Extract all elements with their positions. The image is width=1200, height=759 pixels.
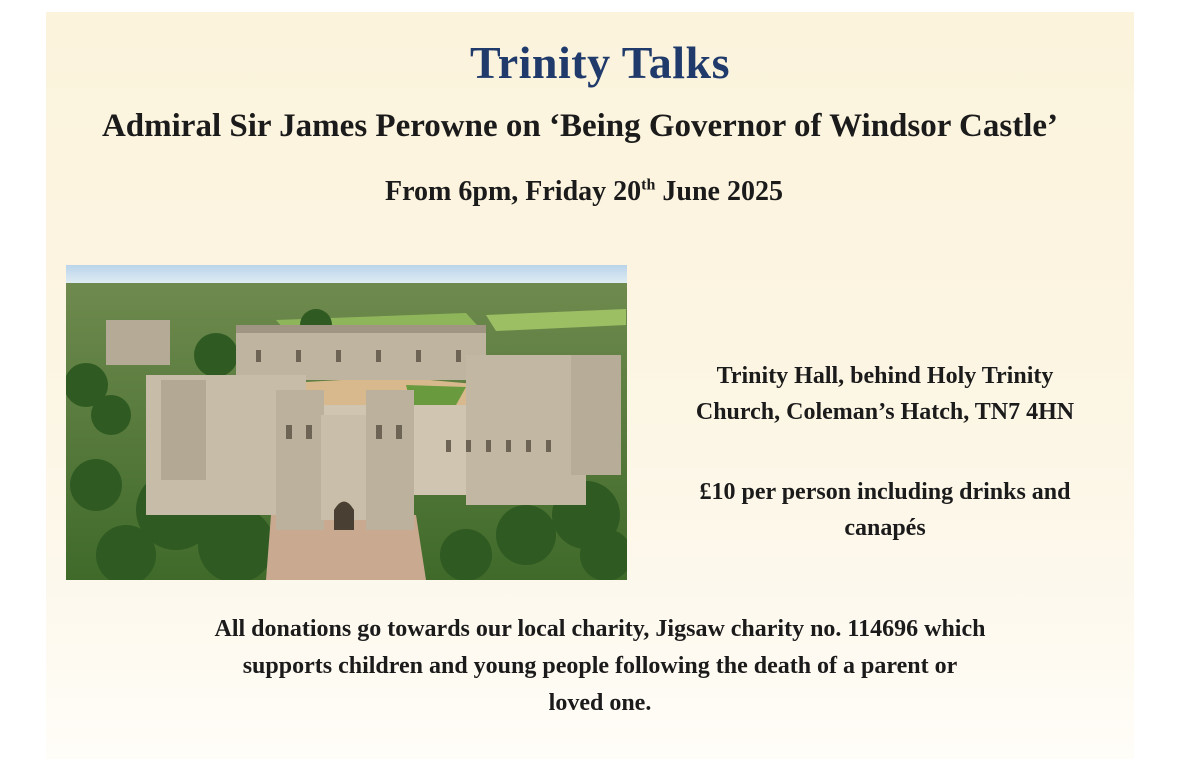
date-suffix: June 2025 [655,176,783,207]
windsor-castle-photo [66,265,627,580]
donations-line-1: All donations go towards our local charity, Jigsaw charity no. 114696 which [214,616,986,642]
talk-title: Admiral Sir James Perowne on ‘Being Governor of Windsor Castle’ [101,108,1059,144]
venue-line-2: Church, Coleman’s Hatch, TN7 4HN [695,399,1075,425]
event-series-title: Trinity Talks [469,37,731,88]
date-ordinal: th [641,176,656,194]
donations-line-2: supports children and young people following the death of a parent or [242,653,958,679]
event-date [0,176,1168,208]
ticket-price [640,474,1130,546]
date-prefix: From 6pm, Friday 20 [385,176,642,207]
venue-line-1: Trinity Hall, behind Holy Trinity [716,363,1054,389]
price-line-1: £10 per person including drinks and [699,479,1071,505]
venue-address [640,358,1130,430]
donations-line-3: loved one. [548,690,652,716]
price-line-2: canapés [844,515,926,541]
donations-note [110,611,1090,722]
